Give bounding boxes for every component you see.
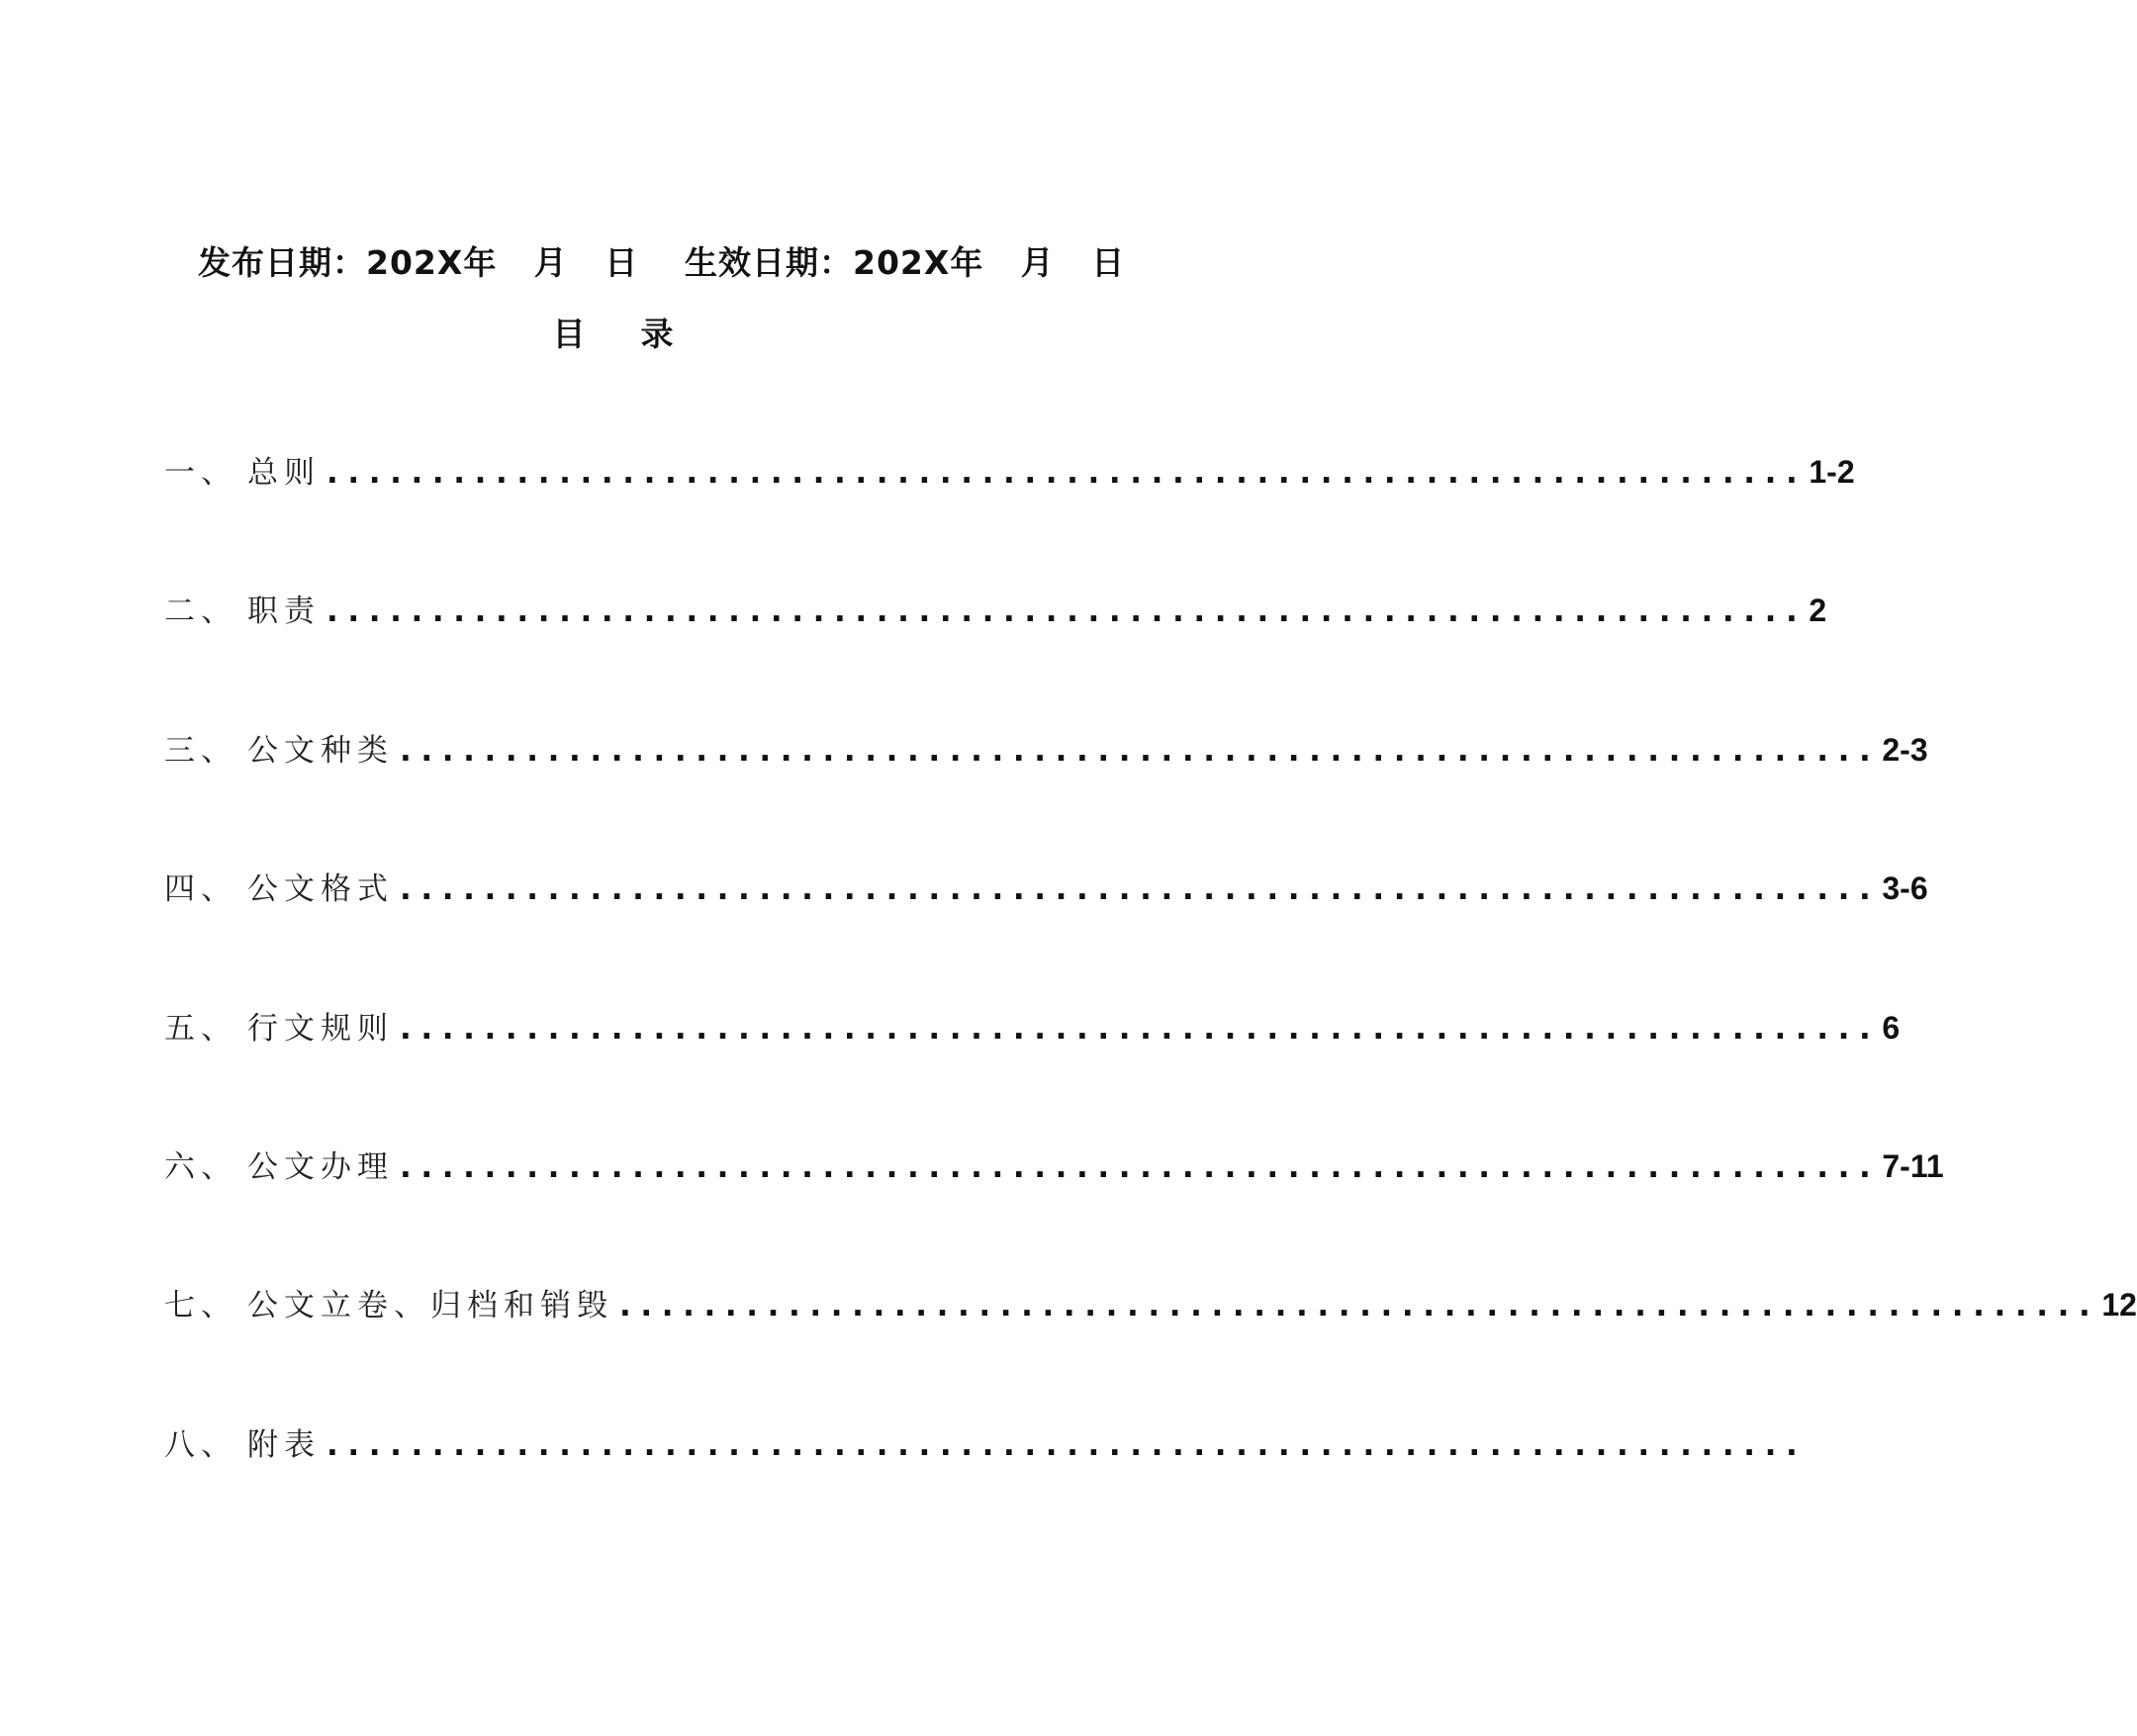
toc-entry-page: 2 <box>1809 593 1827 628</box>
dot-leader: ...................................................................... <box>400 733 1881 769</box>
dot-leader: ...................................................................... <box>326 594 1808 629</box>
toc-entry-label: 公文办理 <box>247 1149 394 1185</box>
effective-date: 生效日期：202X年 月 日 <box>685 243 1126 282</box>
toc-entry-number: 七、 <box>164 1288 237 1324</box>
toc-entry-label: 公文种类 <box>247 733 394 769</box>
toc-entry-page: 12 <box>2101 1287 2137 1323</box>
toc-entry-number: 五、 <box>164 1011 237 1047</box>
toc-entry[interactable] <box>164 447 1855 497</box>
toc-entry-label: 行文规则 <box>247 1011 394 1047</box>
dot-leader: ...................................................................... <box>400 1149 1881 1185</box>
toc-entry-page: 7-11 <box>1882 1148 1944 1184</box>
toc-entry-number: 一、 <box>164 455 237 491</box>
dot-leader: ...................................................................... <box>619 1288 2100 1324</box>
toc-entry-number: 四、 <box>164 871 237 907</box>
toc-entry-number: 三、 <box>164 733 237 769</box>
toc-entry-page: 6 <box>1882 1010 1901 1046</box>
toc-entry-label: 附表 <box>247 1427 321 1463</box>
toc-entry[interactable] <box>164 1419 1808 1469</box>
toc-entry-label: 公文格式 <box>247 871 394 907</box>
toc-entry-page: 1-2 <box>1809 454 1855 490</box>
toc-entry-page: 2-3 <box>1882 732 1928 768</box>
document-dates <box>198 237 1126 287</box>
toc-entry-label: 职责 <box>247 594 321 629</box>
toc-entry-label: 总则 <box>247 455 321 491</box>
publish-date: 发布日期：202X年 月 日 <box>198 243 639 282</box>
toc-entry-label: 公文立卷、归档和销毁 <box>247 1288 613 1324</box>
dot-leader: ...................................................................... <box>400 871 1881 907</box>
toc-entry-number: 六、 <box>164 1149 237 1185</box>
toc-entry[interactable] <box>164 1142 1944 1191</box>
toc-entry[interactable] <box>164 725 1928 775</box>
toc-title: 目 录 <box>552 315 676 353</box>
dot-leader: ...................................................................... <box>326 455 1808 491</box>
dot-leader: ...................................................................... <box>326 1427 1808 1463</box>
toc-entry-number: 二、 <box>164 594 237 629</box>
toc-entry-number: 八、 <box>164 1427 237 1463</box>
dot-leader: ...................................................................... <box>400 1011 1881 1047</box>
toc-entry[interactable] <box>164 864 1928 913</box>
toc-entry[interactable] <box>164 1003 1901 1052</box>
toc-entry[interactable] <box>164 586 1827 635</box>
toc-entry-page: 3-6 <box>1882 870 1928 906</box>
toc-entry[interactable] <box>164 1280 2137 1329</box>
